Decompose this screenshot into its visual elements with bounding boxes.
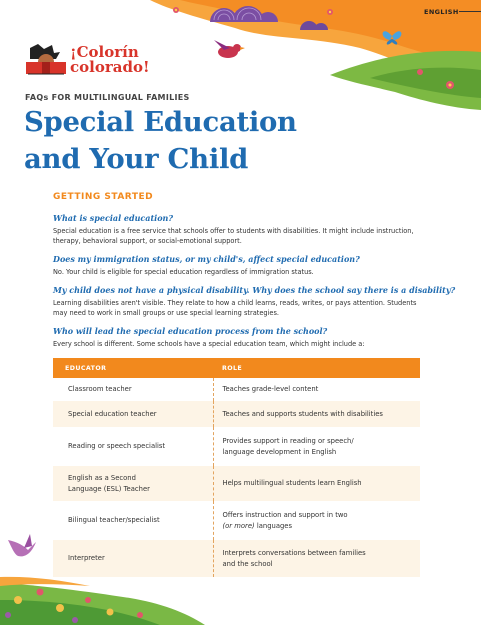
faq-question: Does my immigration status, or my child's, affect special education? [53,254,360,264]
faq-question: What is special education? [53,213,174,223]
faq-answer: Every school is different. Some schools have a special education team, which might include a: [53,340,365,348]
table-row [53,427,420,466]
eyebrow-label: FAQs FOR MULTILINGUAL FAMILIES [25,93,190,102]
educator-text-line-2: Language (ESL) Teacher [68,484,150,493]
logo-line-2: colorado! [70,58,150,76]
role-cell [213,540,420,577]
role-cell [213,501,420,540]
brand-logo [70,45,150,75]
educator-cell [53,501,213,540]
role-text: Teaches and supports students with disabilities [222,409,383,418]
role-text-rest: languages [254,521,293,530]
role-text: Helps multilingual students learn English [222,479,362,487]
table-header-row [53,358,420,378]
role-text-line-2: and the school [222,559,273,568]
page-title [24,104,297,178]
educator-cell [53,540,213,577]
role-cell [213,378,420,401]
faq-answer: Special education is a free service that schools offer to students with disabilities. It might include instruction, therapy, behavioral support, or social-emotional support. [53,227,414,245]
table-row [53,540,420,577]
faq-question: Who will lead the special education process from the school? [53,326,328,336]
educator-text: Bilingual teacher/specialist [68,516,160,524]
role-text: Teaches grade-level content [222,385,319,393]
logo-mark-icon [26,44,66,74]
role-cell [213,427,420,466]
role-text: Offers instruction and support in two [222,510,348,519]
header-educator: EDUCATOR [53,358,213,378]
title-line-1: Special Education [24,106,297,138]
purple-bird-icon [8,534,36,556]
bird-icon [214,40,245,58]
educator-text: English as a Second [68,473,136,482]
educator-role-table [53,358,420,577]
section-heading: GETTING STARTED [53,192,154,202]
faq-question: My child does not have a physical disability. Why does the school say there is a disability? [53,285,456,295]
header-role: ROLE [213,358,420,378]
educator-cell [53,466,213,501]
table-row [53,401,420,427]
faq-answer: Learning disabilities aren't visible. They relate to how a child learns, reads, writes, or pays attention. Students may need to work in small groups or use special learning strategies. [53,299,417,317]
table-row [53,501,420,540]
role-text: Interprets conversations between families [222,548,366,557]
educator-text: Interpreter [68,554,105,562]
role-cell [213,401,420,427]
role-text-italic: (or more) [222,521,255,530]
logo-line-1: ¡Colorín [70,43,139,61]
role-text-line-2: language development in English [222,447,337,456]
faq-answer: No. Your child is eligible for special education regardless of immigration status. [53,268,314,276]
educator-cell [53,401,213,427]
educator-text: Reading or speech specialist [68,442,166,450]
educator-text: Special education teacher [68,409,157,418]
educator-cell [53,378,213,401]
title-line-2: and Your Child [24,143,249,175]
table-row [53,466,420,501]
role-cell [213,466,420,501]
educator-text: Classroom teacher [68,385,132,393]
language-tag: ENGLISH [424,8,459,16]
table-row [53,378,420,401]
educator-cell [53,427,213,466]
language-tag-rule [459,11,481,12]
role-text: Provides support in reading or speech/ [222,436,354,445]
